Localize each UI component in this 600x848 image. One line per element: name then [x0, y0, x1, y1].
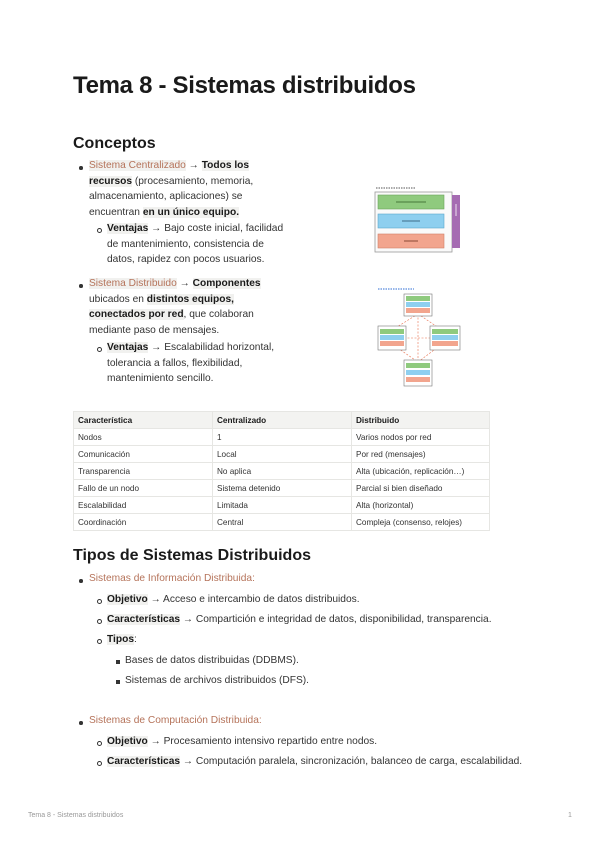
node-top — [404, 294, 432, 316]
list-item: Bases de datos distribuidas (DDBMS). — [125, 655, 299, 666]
table-row: Coordinación Central Compleja (consenso, relojes) — [74, 514, 490, 531]
users-bar — [452, 195, 460, 248]
bullet-disc — [79, 579, 83, 583]
table-header: Característica — [74, 412, 213, 429]
computacion-caracteristicas: Características → Computación paralela, sincronización, balanceo de carga, escalabilidad. — [107, 756, 523, 767]
table-header: Centralizado — [213, 412, 352, 429]
bullet-square — [116, 680, 120, 684]
bullet-circle — [97, 761, 102, 766]
table-header-row — [74, 412, 490, 429]
informacion-caracteristicas: Características → Compartición e integridad de datos, disponibilidad, transparencia. — [107, 614, 492, 625]
table-header: Distribuido — [352, 412, 490, 429]
bullet-circle — [97, 347, 102, 352]
informacion-objetivo: Objetivo → Acceso e intercambio de datos distribuidos. — [107, 594, 360, 605]
bullet-circle — [97, 741, 102, 746]
informacion-tipos: Tipos: — [107, 634, 137, 645]
table-row: Escalabilidad Limitada Alta (horizontal) — [74, 497, 490, 514]
list-item: Sistemas de archivos distribuidos (DFS). — [125, 675, 310, 686]
centralized-system-diagram — [372, 186, 464, 254]
bullet-square — [116, 660, 120, 664]
term-distribuido: Sistema Distribuido — [89, 278, 177, 289]
distributed-system-diagram — [374, 286, 464, 390]
node-left — [378, 326, 406, 350]
centralizado-description: Sistema Centralizado → Todos los recursos (procesamiento, memoria, almacenamiento, aplicaciones) se encuentran en un único equipo. — [89, 160, 254, 218]
table-row: Nodos 1 Varios nodos por red — [74, 429, 490, 446]
bullet-disc — [79, 721, 83, 725]
centralizado-ventajas: Ventajas → Bajo coste inicial, facilidad de mantenimiento, consistencia de datos, rapidez con pocos usuarios. — [107, 223, 284, 265]
comparison-table — [73, 411, 490, 531]
page-number: 1 — [568, 812, 572, 819]
bullet-disc — [79, 166, 83, 170]
bullet-circle — [97, 228, 102, 233]
bullet-circle — [97, 639, 102, 644]
bullet-circle — [97, 619, 102, 624]
tipo-informacion-title: Sistemas de Información Distribuida: — [89, 573, 255, 584]
computacion-objetivo: Objetivo → Procesamiento intensivo repartido entre nodos. — [107, 736, 378, 747]
section-heading-conceptos: Conceptos — [73, 135, 156, 152]
distribuido-ventajas: Ventajas → Escalabilidad horizontal, tolerancia a fallos, flexibilidad, mantenimiento sencillo. — [107, 342, 275, 384]
table-row: Transparencia No aplica Alta (ubicación, replicación…) — [74, 463, 490, 480]
page-title: Tema 8 - Sistemas distribuidos — [73, 72, 416, 99]
node-right — [430, 326, 460, 350]
node-bottom — [404, 360, 432, 386]
table-row: Comunicación Local Por red (mensajes) — [74, 446, 490, 463]
footer-title: Tema 8 - Sistemas distribuidos — [28, 812, 124, 819]
bullet-circle — [97, 599, 102, 604]
distribuido-description: Sistema Distribuido → Componentes ubicados en distintos equipos, conectados por red, que colaboran mediante paso de mensajes. — [89, 278, 261, 336]
section-heading-tipos: Tipos de Sistemas Distribuidos — [73, 547, 311, 564]
term-centralizado: Sistema Centralizado — [89, 160, 186, 171]
table-row: Fallo de un nodo Sistema detenido Parcial si bien diseñado — [74, 480, 490, 497]
tipo-computacion-title: Sistemas de Computación Distribuida: — [89, 715, 262, 726]
bullet-disc — [79, 284, 83, 288]
